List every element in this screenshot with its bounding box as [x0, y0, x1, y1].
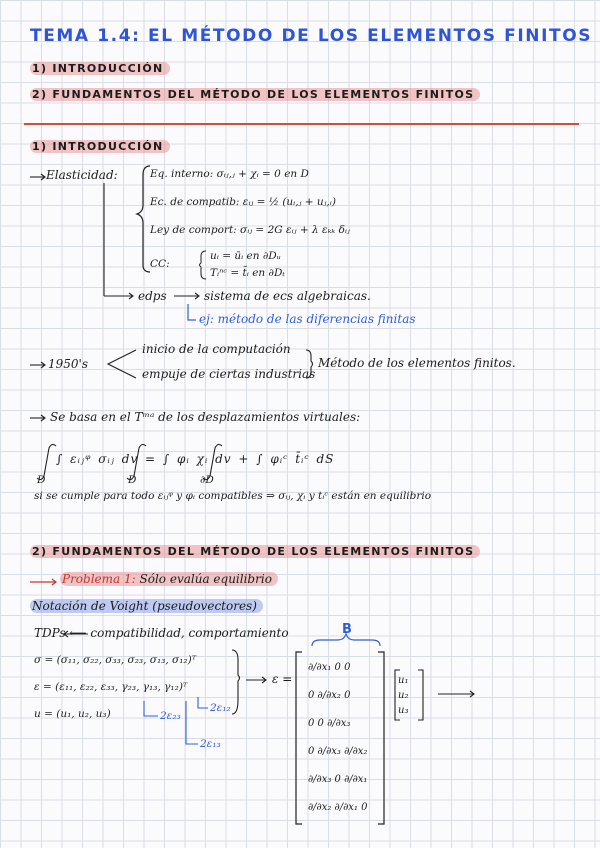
u-component: u₁	[398, 675, 409, 686]
voigt-note	[30, 599, 263, 613]
eq-ley-comportamiento: Ley de comport: σᵢⱼ = 2G εᵢⱼ + λ εₖₖ δᵢⱼ	[150, 224, 350, 236]
problema-text: Sólo evalúa equilibrio	[139, 572, 272, 586]
virtual-work-equation: ∫ εᵢⱼᵠ σᵢⱼ dv = ∫ φᵢ χᵢ dv + ∫ φᵢᶜ t̄ᵢᶜ dS	[56, 452, 335, 466]
gamma23-note: 2ε₂₃	[160, 710, 181, 722]
page-title: TEMA 1.4: EL MÉTODO DE LOS ELEMENTOS FINITOS	[30, 26, 593, 46]
year-label: 1950's	[48, 357, 88, 371]
edps-example-note: ej: método de las diferencias finitas	[199, 312, 416, 326]
b-matrix-label: B	[342, 622, 352, 637]
matrix-row: ∂/∂x₂ ∂/∂x₁ 0	[308, 802, 368, 813]
integral-domain-1: D	[37, 474, 46, 486]
eq-cc-label: CC:	[150, 258, 170, 270]
fundamentos-heading	[30, 545, 480, 558]
matrix-row: 0 0 ∂/∂x₃	[308, 718, 351, 729]
epsilon-vector: ε = (ε₁₁, ε₂₂, ε₃₃, γ₂₃, γ₁₃, γ₁₂)ᵀ	[34, 681, 188, 693]
problema-label: Problema 1:	[62, 572, 136, 586]
matrix-row: ∂/∂x₁ 0 0	[308, 662, 351, 673]
intro-heading-label: 1) INTRODUCCIÓN	[30, 140, 170, 153]
eq-cc-traction: Tᵢⁿᶜ = t̄ᵢ en ∂Dₜ	[210, 267, 285, 279]
eq-compatibilidad: Ec. de compatib: εᵢⱼ = ½ (uᵢ,ⱼ + uⱼ,ᵢ)	[150, 196, 336, 208]
u-component: u₂	[398, 690, 409, 701]
tdps-line: TDPs ⟵ compatibilidad, comportamiento	[34, 626, 289, 640]
problema-highlight	[60, 572, 278, 586]
problema-row	[60, 572, 278, 586]
eq-equilibrio-interno: Eq. interno: σᵢⱼ,ⱼ + χᵢ = 0 en D	[150, 168, 309, 180]
fundamentos-heading-label: 2) FUNDAMENTOS DEL MÉTODO DE LOS ELEMENTOS FINITOS	[30, 545, 480, 558]
elasticidad-label: Elasticidad:	[46, 168, 118, 182]
gamma12-note: 2ε₁₂	[210, 702, 231, 714]
equilibrium-condition: si se cumple para todo εᵢⱼᵠ y φᵢ compatibles ⇒ σᵢⱼ, χᵢ y tᵢᶜ están en equilibrio	[34, 490, 432, 502]
edps-label: edps	[138, 289, 167, 303]
year-result: Método de los elementos finitos.	[318, 356, 516, 370]
sigma-vector: σ = (σ₁₁, σ₂₂, σ₃₃, σ₂₃, σ₁₃, σ₁₂)ᵀ	[34, 654, 197, 666]
b-matrix	[298, 650, 384, 826]
edps-result: sistema de ecs algebraicas.	[204, 289, 371, 303]
matrix-row: 0 ∂/∂x₂ 0	[308, 690, 351, 701]
basis-statement: Se basa en el Tᵐᵃ de los desplazamientos virtuales:	[50, 410, 361, 424]
matrix-row: 0 ∂/∂x₃ ∂/∂x₂	[308, 746, 368, 757]
displacement-vector: u = (u₁, u₂, u₃)	[34, 708, 111, 720]
u-column-vector	[398, 673, 408, 718]
matrix-row: ∂/∂x₃ 0 ∂/∂x₁	[308, 774, 368, 785]
eq-cc-displacement: uᵢ = ūᵢ en ∂Dᵤ	[210, 250, 281, 262]
voigt-note-label: Notación de Voight (pseudovectores)	[30, 599, 263, 613]
u-component: u₃	[398, 705, 409, 716]
epsilon-equals: ε =	[272, 672, 293, 686]
year-reason-computation: inicio de la computación	[142, 342, 291, 356]
gamma13-note: 2ε₁₃	[200, 738, 221, 750]
toc-item-2-label: 2) FUNDAMENTOS DEL MÉTODO DE LOS ELEMENTOS FINITOS	[30, 88, 480, 101]
year-reason-industries: empuje de ciertas industrias	[142, 367, 316, 381]
integral-domain-3: ∂D	[200, 474, 214, 486]
integral-domain-2: D	[128, 474, 137, 486]
toc-item-1-label: 1) INTRODUCCIÓN	[30, 62, 170, 75]
